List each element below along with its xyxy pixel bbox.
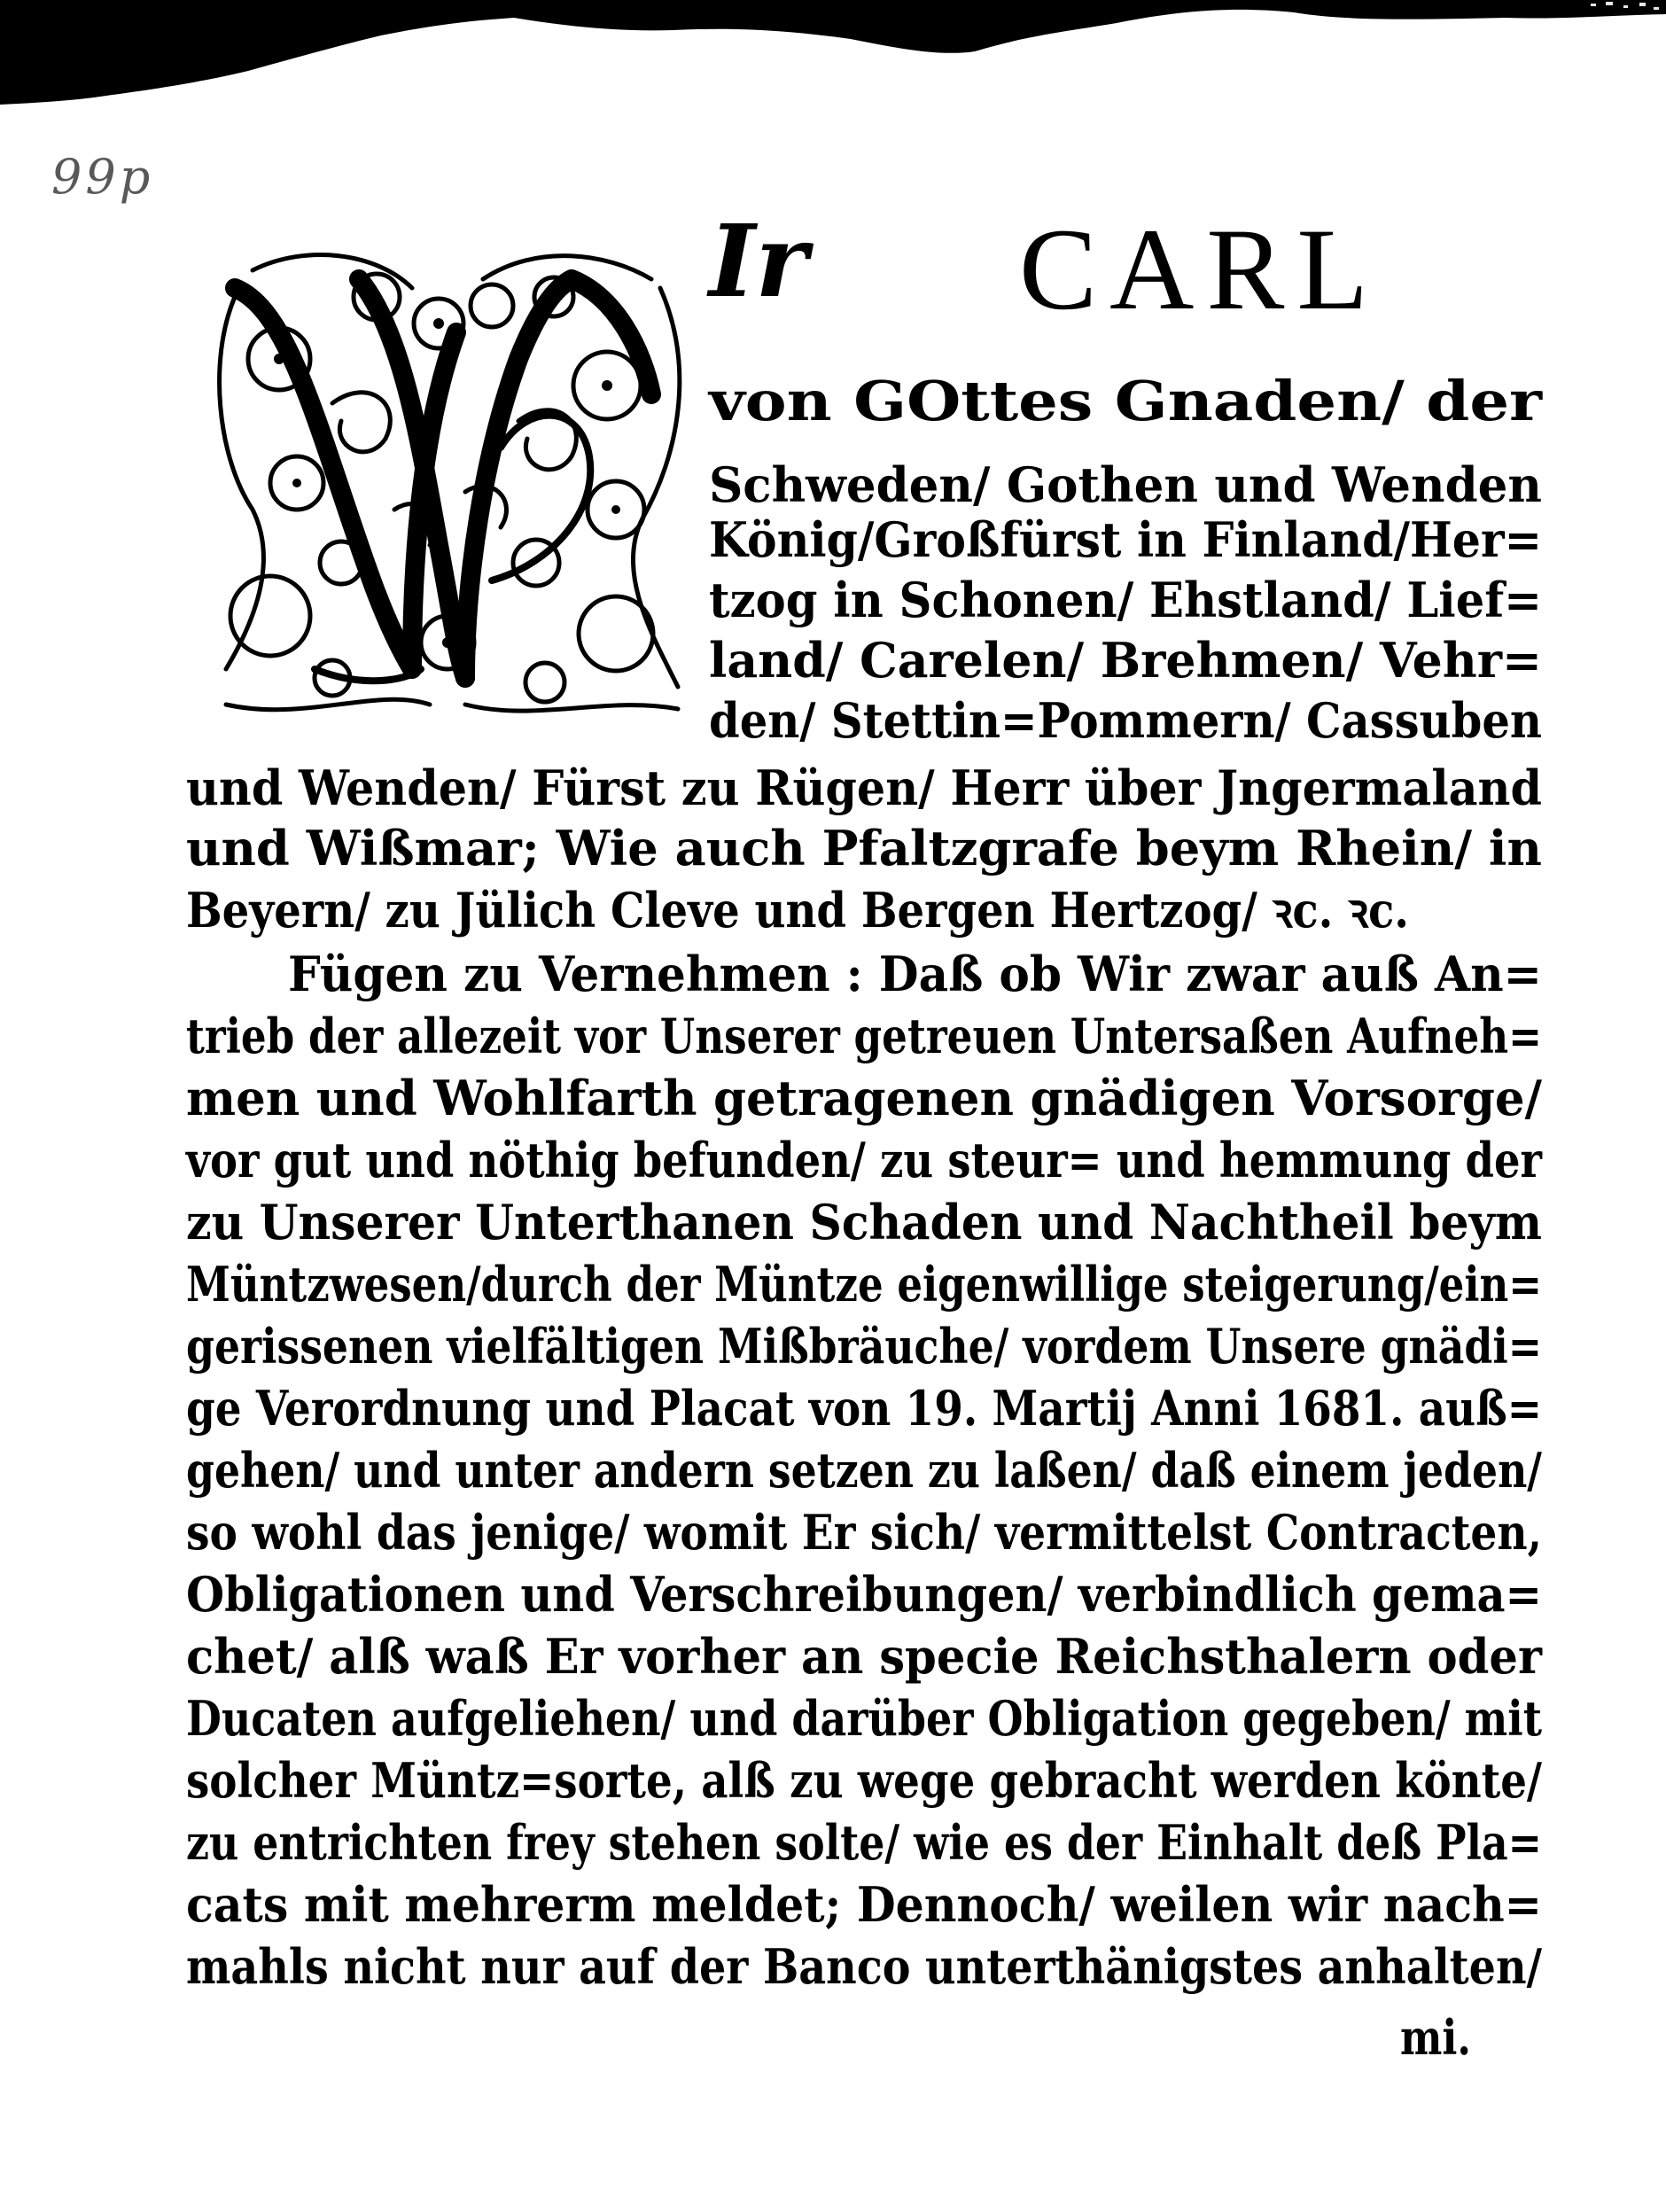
text-line: den/ Stettin=Pommern/ Cassuben (709, 692, 1542, 749)
text-line: von GOttes Gnaden/ der (709, 369, 1542, 433)
handwritten-annotation: 99p (51, 149, 154, 205)
text-line: ge Verordnung und Placat von 19. Martij Anni 1681. auß= (186, 1380, 1542, 1437)
title-initial-continuation: Ir (709, 204, 808, 320)
text-line: chet/ alß waß Er vorher an specie Reichsthalern oder (186, 1628, 1542, 1685)
text-line: mahls nicht nur auf der Banco unterthänigstes anhalten/ (186, 1938, 1542, 1995)
text-line: solcher Müntz=sorte, alß zu wege gebracht werden könte/ (186, 1752, 1542, 1809)
text-line: Obligationen und Verschreibungen/ verbindlich gema= (186, 1566, 1542, 1623)
text-line: Ducaten aufgeliehen/ und darüber Obligation gegeben/ mit (186, 1690, 1542, 1747)
text-line: zu entrichten frey stehen solte/ wie es der Einhalt deß Pla= (186, 1814, 1542, 1871)
text-line: Müntzwesen/durch der Müntze eigenwillige steigerung/ein= (186, 1256, 1542, 1312)
scan-border-top (0, 0, 1666, 106)
text-line: trieb der allezeit vor Unserer getreuen Untersaßen Aufneh= (186, 1008, 1542, 1064)
text-line: und Wißmar; Wie auch Pfaltzgrafe beym Rhein/ in (186, 820, 1542, 876)
text-line: land/ Carelen/ Brehmen/ Vehr= (709, 632, 1542, 689)
title-name: CARL (1019, 204, 1382, 334)
text-line: König/Großfürst in Finland/Her= (709, 511, 1542, 568)
text-line: Schweden/ Gothen und Wenden (709, 456, 1542, 513)
text-line: gehen/ und unter andern setzen zu laßen/ daß einem jeden/ (186, 1442, 1542, 1499)
text-line: men und Wohlfarth getragenen gnädigen Vorsorge/ (186, 1070, 1542, 1126)
text-line: tzog in Schonen/ Ehstland/ Lief= (709, 572, 1542, 628)
text-line: und Wenden/ Fürst zu Rügen/ Herr über Jngermaland (186, 759, 1542, 816)
text-line: gerissenen vielfältigen Mißbräuche/ vordem Unsere gnädi= (186, 1318, 1542, 1375)
text-line: Fügen zu Vernehmen : Daß ob Wir zwar auß An= (288, 946, 1542, 1002)
decorative-initial-w-icon (199, 226, 700, 718)
text-line: Beyern/ zu Jülich Cleve und Bergen Hertzog/ ꝛc. ꝛc. (186, 882, 1409, 939)
text-line: zu Unserer Unterthanen Schaden und Nachtheil beym (186, 1194, 1542, 1250)
text-line: vor gut und nöthig befunden/ zu steur= und hemmung der (186, 1132, 1542, 1188)
text-line: so wohl das jenige/ womit Er sich/ vermittelst Contracten, (186, 1504, 1542, 1561)
text-line: cats mit mehrerm meldet; Dennoch/ weilen wir nach= (186, 1876, 1542, 1933)
text-line: mi. (1400, 2009, 1471, 2066)
